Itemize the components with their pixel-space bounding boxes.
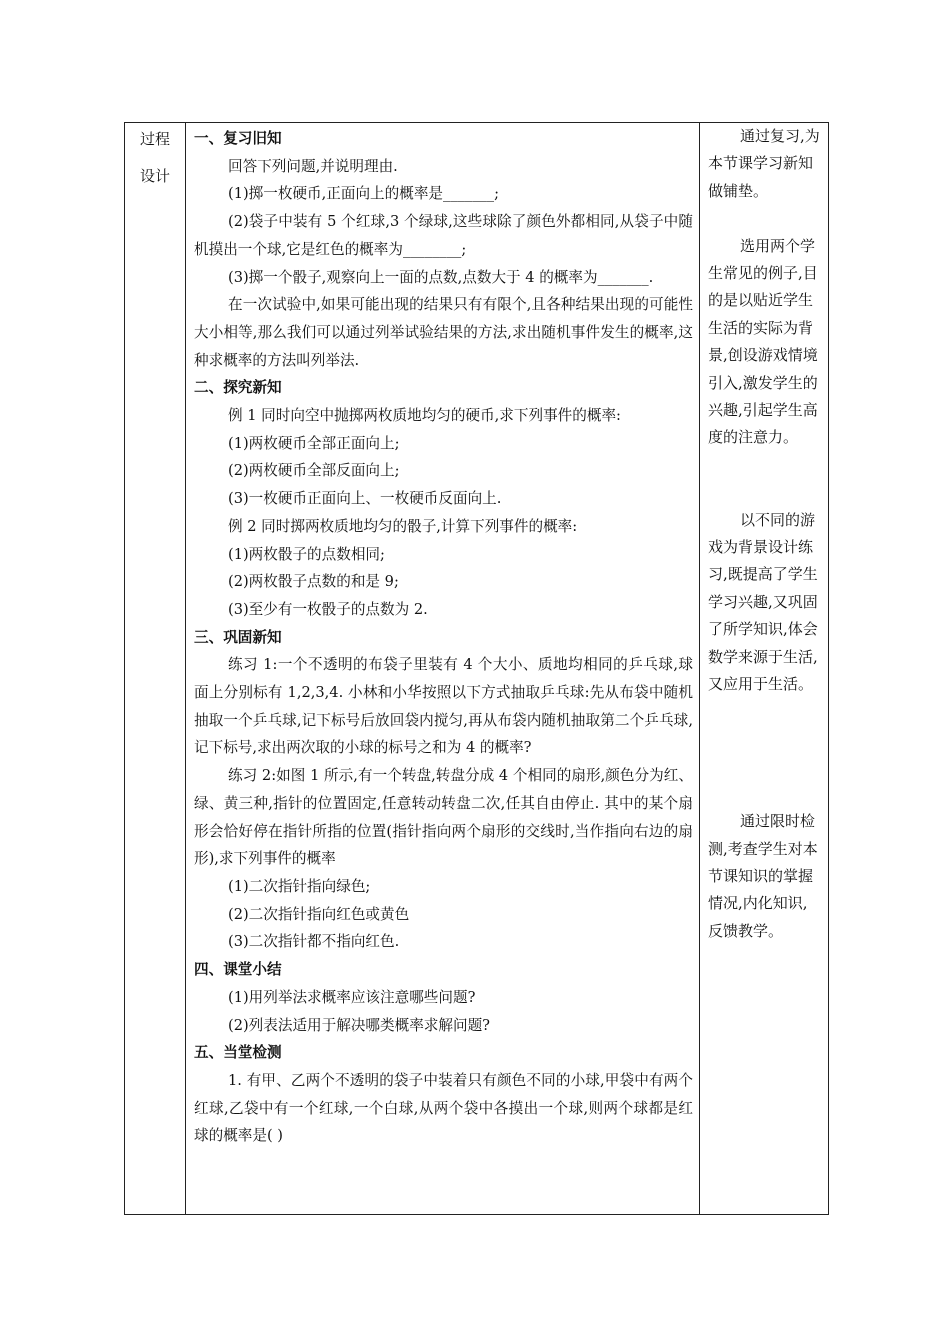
design-note: 通过复习,为本节课学习新知做铺垫。 <box>708 127 820 200</box>
content-paragraph: (1)掷一枚硬币,正面向上的概率是_______; <box>228 185 500 203</box>
content-paragraph: (1)两枚骰子的点数相同; <box>228 545 385 563</box>
content-paragraph: (2)袋子中装有 5 个红球,3 个绿球,这些球除了颜色外都相同,从袋子中随机摸出一个球,它是红色的概率为________; <box>194 213 693 258</box>
content-paragraph: (3)一枚硬币正面向上、一枚硬币反面向上. <box>228 490 502 508</box>
section-heading: 一、复习旧知 <box>194 130 282 147</box>
lesson-content-cell <box>186 123 700 1215</box>
content-paragraph: 例 1 同时向空中抛掷两枚质地均匀的硬币,求下列事件的概率: <box>228 407 621 425</box>
section-heading: 四、课堂小结 <box>194 961 282 979</box>
content-paragraph: 练习 1:一个不透明的布袋子里装有 4 个大小、质地均相同的乒乓球,球面上分别标有 1,2,3,4. 小林和小华按照以下方式抽取乒乓球:先从布袋中随机抽取一个乒乓球,记下标号后放回袋内搅匀,再从布袋内随机抽取第二个乒乓球,记下标号,求出两次取的小球的标号之和为 4 的概率? <box>194 656 693 757</box>
content-paragraph: (2)两枚骰子点数的和是 9; <box>228 573 399 591</box>
content-paragraph: (1)两枚硬币全部正面向上; <box>228 434 400 452</box>
content-paragraph: 1. 有甲、乙两个不透明的袋子中装着只有颜色不同的小球,甲袋中有两个红球,乙袋中有一个红球,一个白球,从两个袋中各摸出一个球,则两个球都是红球的概率是( ) <box>194 1071 693 1145</box>
section-label-line2: 设计 <box>139 167 170 185</box>
lesson-content <box>186 123 699 1150</box>
content-paragraph: (2)两枚硬币全部反面向上; <box>228 462 400 480</box>
section-label-cell <box>125 123 186 1215</box>
content-paragraph: (2)列表法适用于解决哪类概率求解问题? <box>228 1016 490 1034</box>
table-row <box>125 123 829 1215</box>
content-paragraph: 练习 2:如图 1 所示,有一个转盘,转盘分成 4 个相同的扇形,颜色分为红、绿、黄三种,指针的位置固定,任意转动转盘二次,任其自由停止. 其中的某个扇形会恰好停在指针所指的位置(指针指向两个扇形的交线时,当作指向右边的扇形),求下列事件的概率 <box>194 767 693 868</box>
section-heading: 五、当堂检测 <box>194 1044 282 1062</box>
content-paragraph: (3)至少有一枚骰子的点数为 2. <box>228 600 428 618</box>
content-paragraph: (2)二次指针指向红色或黄色 <box>228 905 410 923</box>
content-paragraph: (1)二次指针指向绿色; <box>228 877 371 895</box>
content-paragraph: (1)用列举法求概率应该注意哪些问题? <box>228 988 476 1006</box>
design-note: 选用两个学生常见的例子,目的是以贴近学生生活的实际为背景,创设游戏情境引入,激发学生的兴趣,引起学生高度的注意力。 <box>708 236 818 447</box>
content-paragraph: (3)二次指针都不指向红色. <box>228 933 400 951</box>
section-heading: 三、巩固新知 <box>194 628 282 646</box>
content-paragraph: 在一次试验中,如果可能出现的结果只有有限个,且各种结果出现的可能性大小相等,那么我们可以通过列举试验结果的方法,求出随机事件发生的概率,这种求概率的方法叫列举法. <box>194 296 693 369</box>
section-label-line1: 过程 <box>139 130 170 148</box>
content-paragraph: 例 2 同时掷两枚质地均匀的骰子,计算下列事件的概率: <box>228 517 578 535</box>
content-paragraph: (3)掷一个骰子,观察向上一面的点数,点数大于 4 的概率为_______. <box>228 268 654 286</box>
design-intent-cell <box>700 123 829 1215</box>
content-paragraph: 回答下列问题,并说明理由. <box>228 157 398 175</box>
lesson-plan-table <box>124 122 829 1215</box>
design-intent-notes <box>700 123 828 945</box>
design-note: 以不同的游戏为背景设计练习,既提高了学生学习兴趣,又巩固了所学知识,体会数学来源于生活,又应用于生活。 <box>708 510 818 694</box>
design-note: 通过限时检测,考查学生对本节课知识的掌握情况,内化知识,反馈教学。 <box>708 812 818 940</box>
section-heading: 二、探究新知 <box>194 379 282 397</box>
